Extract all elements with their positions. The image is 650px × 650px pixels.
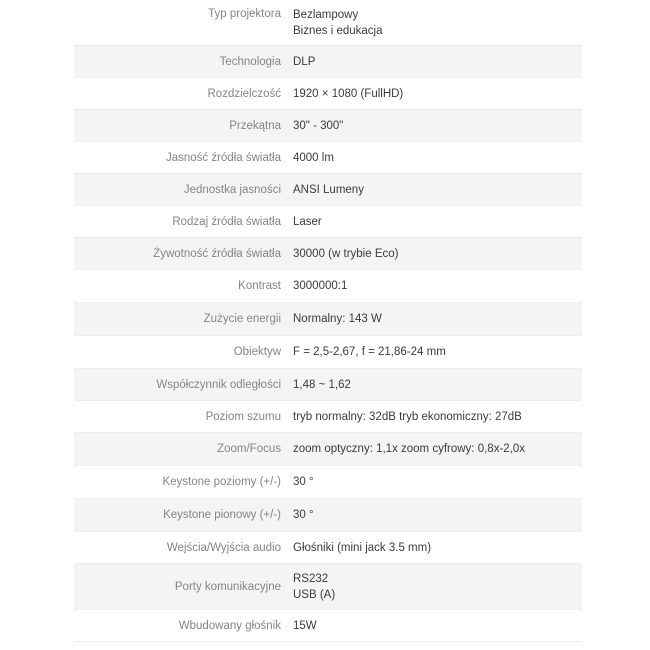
spec-row (74, 238, 582, 270)
spec-value (281, 441, 525, 457)
spec-value-line: tryb normalny: 32dB tryb ekonomiczny: 27dB (293, 410, 522, 423)
spec-value-line: Bezlampowy (293, 9, 359, 21)
spec-value (281, 409, 522, 425)
spec-value-line: 30000 (w trybie Eco) (293, 247, 399, 260)
spec-row (74, 174, 582, 206)
spec-value (281, 540, 431, 556)
spec-label: Kontrast (238, 280, 281, 292)
spec-label: Zużycie energii (203, 313, 281, 325)
spec-label: Keystone poziomy (+/-) (162, 476, 281, 488)
spec-label: Wejścia/Wyjścia audio (166, 541, 281, 554)
spec-row (74, 499, 582, 532)
spec-row (74, 0, 582, 46)
spec-label: Żywotność źródła światła (153, 247, 281, 260)
spec-value (281, 86, 403, 102)
spec-row (74, 303, 582, 336)
spec-label: Rozdzielczość (207, 87, 281, 100)
spec-value-line: Biznes i edukacja (293, 25, 383, 37)
spec-value (281, 54, 315, 70)
spec-value (281, 150, 334, 166)
spec-value (281, 377, 351, 393)
spec-value (281, 118, 343, 134)
spec-value (281, 344, 446, 360)
spec-row (74, 532, 582, 564)
spec-label: Poziom szumu (205, 410, 281, 423)
spec-row (74, 401, 582, 433)
spec-value-line: F = 2,5-2,67, f = 21,86-24 mm (293, 346, 446, 358)
spec-row (74, 110, 582, 142)
spec-value-line: 30" - 300" (293, 119, 344, 132)
spec-value (281, 474, 314, 490)
spec-value-line: Normalny: 143 W (293, 313, 382, 325)
spec-row (74, 206, 582, 238)
spec-label: Jasność źródła światła (165, 151, 281, 164)
spec-value-line: RS232 (293, 572, 329, 585)
spec-row (74, 433, 582, 466)
spec-row (74, 369, 582, 401)
spec-value-line: 30 ° (293, 509, 314, 521)
spec-row (74, 564, 582, 610)
spec-value-line: 30 ° (293, 476, 314, 488)
spec-table (74, 0, 582, 642)
spec-value (281, 246, 398, 262)
spec-label: Wbudowany głośnik (178, 619, 281, 632)
spec-value (281, 507, 314, 523)
spec-label: Przekątna (229, 119, 281, 132)
spec-row (74, 270, 582, 303)
spec-value-line: 4000 lm (293, 151, 334, 164)
spec-value-line: ANSI Lumeny (293, 183, 364, 196)
spec-value-line: Laser (293, 215, 322, 228)
spec-value-line: Głośniki (mini jack 3.5 mm) (293, 541, 432, 554)
spec-value (281, 618, 317, 634)
spec-value-line: zoom optyczny: 1,1x zoom cyfrowy: 0,8x-2,0x (293, 443, 526, 455)
spec-value-line: 1,48 ~ 1,62 (293, 378, 351, 391)
spec-value (281, 0, 383, 39)
spec-row (74, 336, 582, 369)
spec-value-line: 1920 × 1080 (FullHD) (293, 87, 404, 100)
spec-value-line: 3000000:1 (293, 280, 348, 292)
spec-value-line: DLP (293, 55, 316, 68)
spec-label: Obiektyw (233, 346, 281, 358)
spec-row (74, 46, 582, 78)
spec-row (74, 142, 582, 174)
spec-value-line: 15W (293, 619, 317, 632)
spec-row (74, 610, 582, 642)
spec-value (281, 571, 335, 603)
spec-label: Współczynnik odległości (156, 378, 281, 391)
spec-row (74, 466, 582, 499)
spec-label: Porty komunikacyjne (174, 580, 281, 593)
spec-label: Jednostka jasności (183, 183, 281, 196)
spec-value (281, 214, 322, 230)
spec-row (74, 78, 582, 110)
spec-value (281, 311, 382, 327)
spec-label: Rodzaj źródła światła (172, 215, 281, 228)
spec-label: Keystone pionowy (+/-) (163, 509, 281, 521)
spec-value-line: USB (A) (293, 588, 336, 601)
spec-label: Zoom/Focus (217, 443, 281, 455)
spec-label: Technologia (219, 55, 281, 68)
spec-value (281, 182, 364, 198)
spec-value (281, 278, 347, 294)
spec-label: Typ projektora (208, 8, 281, 20)
